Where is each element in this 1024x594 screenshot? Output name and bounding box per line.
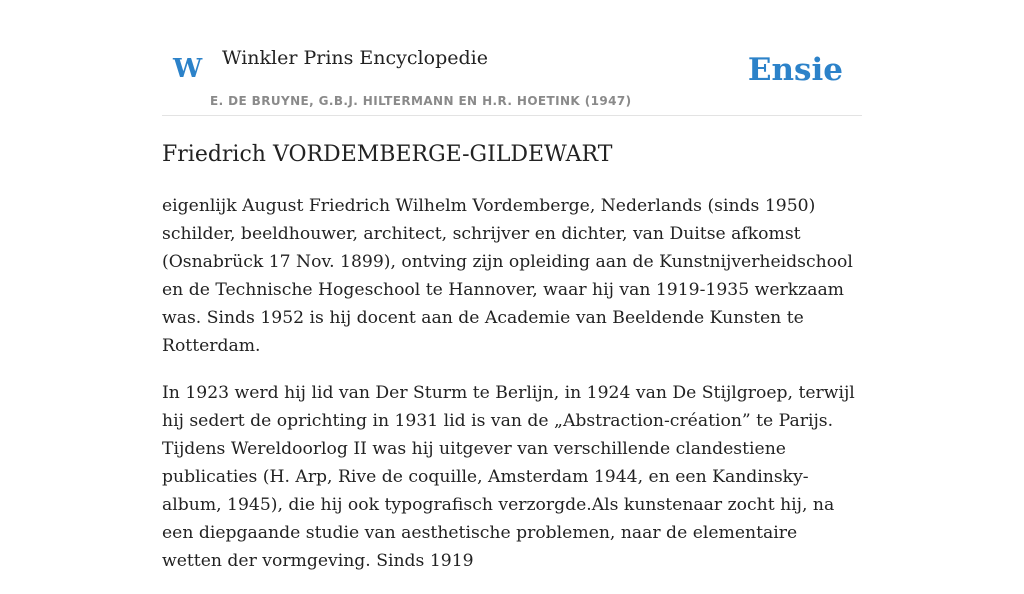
source-title[interactable]: Winkler Prins Encyclopedie — [222, 47, 488, 69]
winkler-prins-logo[interactable]: W — [173, 54, 203, 84]
article-body — [162, 192, 862, 594]
article-paragraph: In 1923 werd hij lid van Der Sturm te Berlijn, in 1924 van De Stijlgroep, terwijl hij sedert de oprichting in 1931 lid is van de „Abstraction-création” te Parijs. Tijdens Wereldoorlog II was hij uitgever van verschillende clandestiene publicaties (H. Arp, Rive de coquille, Amsterdam 1944, en een Kandinsky-album, 1945), die hij ook typografisch verzorgde.Als kunstenaar zocht hij, na een diepgaande studie van aesthetische problemen, naar de elementaire wetten der vormgeving. Sinds 1919 — [162, 383, 855, 571]
article-title: Friedrich VORDEMBERGE-GILDEWART — [162, 142, 613, 167]
article-paragraph: eigenlijk August Friedrich Wilhelm Vordemberge, Nederlands (sinds 1950) schilder, beeldhouwer, architect, schrijver en dichter, van Duitse afkomst (Osnabrück 17 Nov. 1899), ontving zijn opleiding aan de Kunstnijverheidschool en de Technische Hogeschool te Hannover, waar hij van 1919-1935 werkzaam was. Sinds 1952 is hij docent aan de Academie van Beeldende Kunsten te Rotterdam. — [162, 196, 853, 356]
ensie-logo[interactable]: Ensie — [747, 52, 843, 88]
source-authors: E. DE BRUYNE, G.B.J. HILTERMANN EN H.R. HOETINK (1947) — [210, 94, 632, 108]
source-header — [162, 40, 862, 116]
